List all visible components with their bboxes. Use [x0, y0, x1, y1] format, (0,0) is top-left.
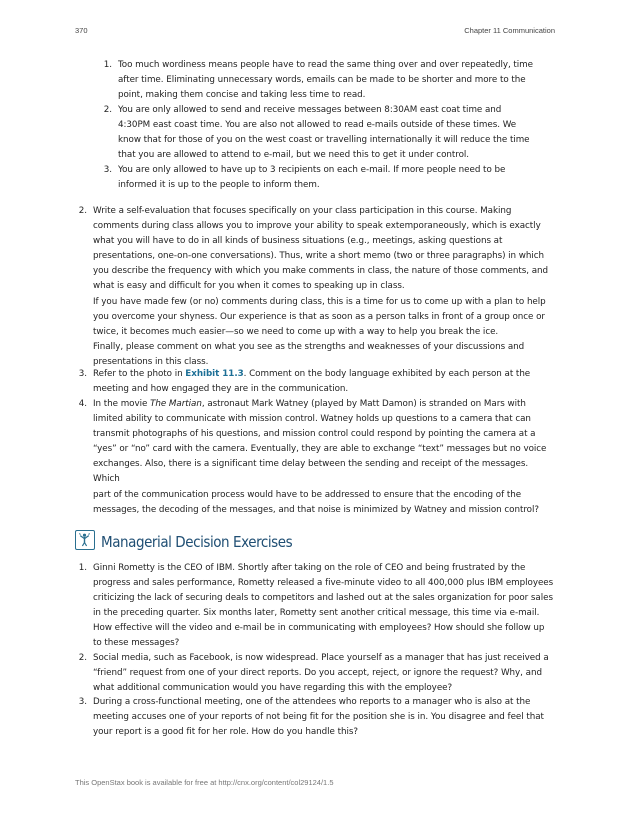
sublist-number: 3. — [103, 165, 112, 175]
text-line: If you have made few (or no) comments during class, this is a time for us to come up with a plan to help — [93, 296, 546, 307]
text-line: “yes” or “no” card with the camera. Eventually, they are able to exchange “text” messages but no voice — [93, 444, 547, 455]
text-line: informed it is up to the people to inform them. — [118, 180, 320, 191]
text-line: transmit photographs of his questions, and mission control could respond by pointing the camera at a — [93, 429, 536, 440]
sublist-item — [103, 163, 538, 193]
text-line: “friend” request from one of your direct reports. Do you accept, reject, or ignore the request? Why, and — [93, 668, 542, 679]
question-item — [78, 367, 555, 397]
question-number: 3. — [78, 369, 87, 379]
text-line — [93, 397, 555, 412]
text-line: 4:30PM east coast time. You are also not allowed to read e-mails outside of these times. We — [118, 120, 517, 131]
text-span: In the movie — [93, 399, 151, 409]
text-line: criticizing the lack of securing deals to competitors and lashed out at the sales organization for poor sales — [93, 593, 553, 604]
text-line: what you will have to do in all kinds of business situations (e.g., meetings, asking questions at — [93, 236, 503, 247]
text-line: after time. Eliminating unnecessary words, emails can be made to be shorter and more to the — [118, 75, 526, 86]
text-line: meeting and how engaged they are in the communication. — [93, 384, 349, 395]
text-line: progress and sales performance, Rometty released a five-minute video to all 400,000 plus IBM employees — [93, 578, 554, 589]
text-line: Too much wordiness means people have to read the same thing over and over repeatedly, time — [118, 60, 533, 70]
page-header — [75, 26, 555, 38]
decision-person-icon — [75, 530, 95, 550]
text-line: comments during class allows you to improve your ability to speak extemporaneously, which is exactly — [93, 221, 541, 232]
text-line: point, making them concise and taking less time to read. — [118, 90, 366, 101]
chapter-title: Chapter 11 Communication — [464, 26, 555, 35]
exercise-number: 3. — [78, 697, 87, 707]
sublist-item — [103, 103, 538, 163]
text-line: to these messages? — [93, 638, 180, 649]
text-line: know that for those of you on the west coast or travelling internationally it will reduce the time — [118, 135, 530, 146]
question-item — [78, 397, 555, 518]
text-line: How effective will the video and e-mail be in communicating with employees? How should she follow up — [93, 623, 545, 634]
text-span: . Comment on the body language exhibited by each person at the — [243, 369, 531, 379]
text-line: You are only allowed to have up to 3 recipients on each e-mail. If more people need to be — [118, 165, 506, 175]
exhibit-link[interactable]: Exhibit 11.3 — [185, 369, 244, 379]
text-span: , astronaut Mark Watney (played by Matt Damon) is stranded on Mars with — [201, 399, 526, 409]
text-line: messages, the decoding of the messages, and that noise is minimized by Watney and mission control? — [93, 504, 539, 515]
page-footer: This OpenStax book is available for free at http://cnx.org/content/col29124/1.5 — [75, 778, 334, 787]
text-line: During a cross-functional meeting, one of the attendees who reports to a manager who is also at the — [93, 697, 531, 707]
text-line: You are only allowed to send and receive messages between 8:30AM east coat time and — [118, 105, 502, 115]
text-line: Social media, such as Facebook, is now widespread. Place yourself as a manager that has just received a — [93, 653, 549, 663]
question-number: 2. — [78, 206, 87, 216]
text-line: exchanges. Also, there is a significant time delay between the sending and receipt of the messages. Which — [93, 459, 529, 485]
page-number: 370 — [75, 26, 88, 35]
sublist-item — [103, 58, 538, 103]
text-line: part of the communication process would have to be addressed to ensure that the encoding of the — [93, 489, 522, 500]
question-item — [78, 204, 555, 370]
text-line: limited ability to communicate with mission control. Watney holds up questions to a camera that can — [93, 414, 531, 425]
text-line: your report is a good fit for her role. How do you handle this? — [93, 727, 358, 738]
text-line: Ginni Rometty is the CEO of IBM. Shortly after taking on the role of CEO and being frustrated by the — [93, 563, 526, 573]
text-line: in the preceding quarter. Six months later, Rometty sent another critical message, this time via e-mail. — [93, 608, 540, 619]
text-line: Finally, please comment on what you see as the strengths and weaknesses of your discussions and — [93, 341, 525, 352]
section-title: Managerial Decision Exercises — [101, 533, 293, 551]
exercise-item — [78, 695, 555, 740]
exercise-number: 2. — [78, 653, 87, 663]
text-line: meeting accuses one of your reports of not being fit for the position she is in. You disagree and feel that — [93, 712, 544, 723]
sublist-number: 1. — [103, 60, 112, 70]
text-line: that you are allowed to attend to e-mail, but we need this to get it under control. — [118, 150, 470, 161]
text-line: what is easy and difficult for you when it comes to speaking up in class. — [93, 281, 405, 292]
text-line: presentations in this class. — [93, 356, 209, 367]
question-number: 4. — [78, 399, 87, 409]
exercise-number: 1. — [78, 563, 87, 573]
exercise-item — [78, 651, 555, 696]
text-line: you describe the frequency with which you make comments in class, the nature of those comments, and — [93, 266, 549, 277]
sublist-number: 2. — [103, 105, 112, 115]
text-line: you overcome your shyness. Our experience is that as soon as a person talks in front of a group once or — [93, 311, 545, 322]
text-line — [93, 367, 555, 382]
film-title: The Martian — [150, 399, 202, 409]
exercise-item — [78, 561, 555, 652]
text-line: twice, it becomes much easier—so we need to come up with a way to help you break the ice. — [93, 326, 499, 337]
text-line: what additional communication would you have regarding this with the employee? — [93, 683, 453, 694]
text-line: presentations, one-on-one conversations). Thus, write a short memo (two or three paragraphs) in which — [93, 251, 545, 262]
text-line: Write a self-evaluation that focuses specifically on your class participation in this course. Making — [93, 206, 512, 216]
text-span: Refer to the photo in — [93, 369, 186, 379]
